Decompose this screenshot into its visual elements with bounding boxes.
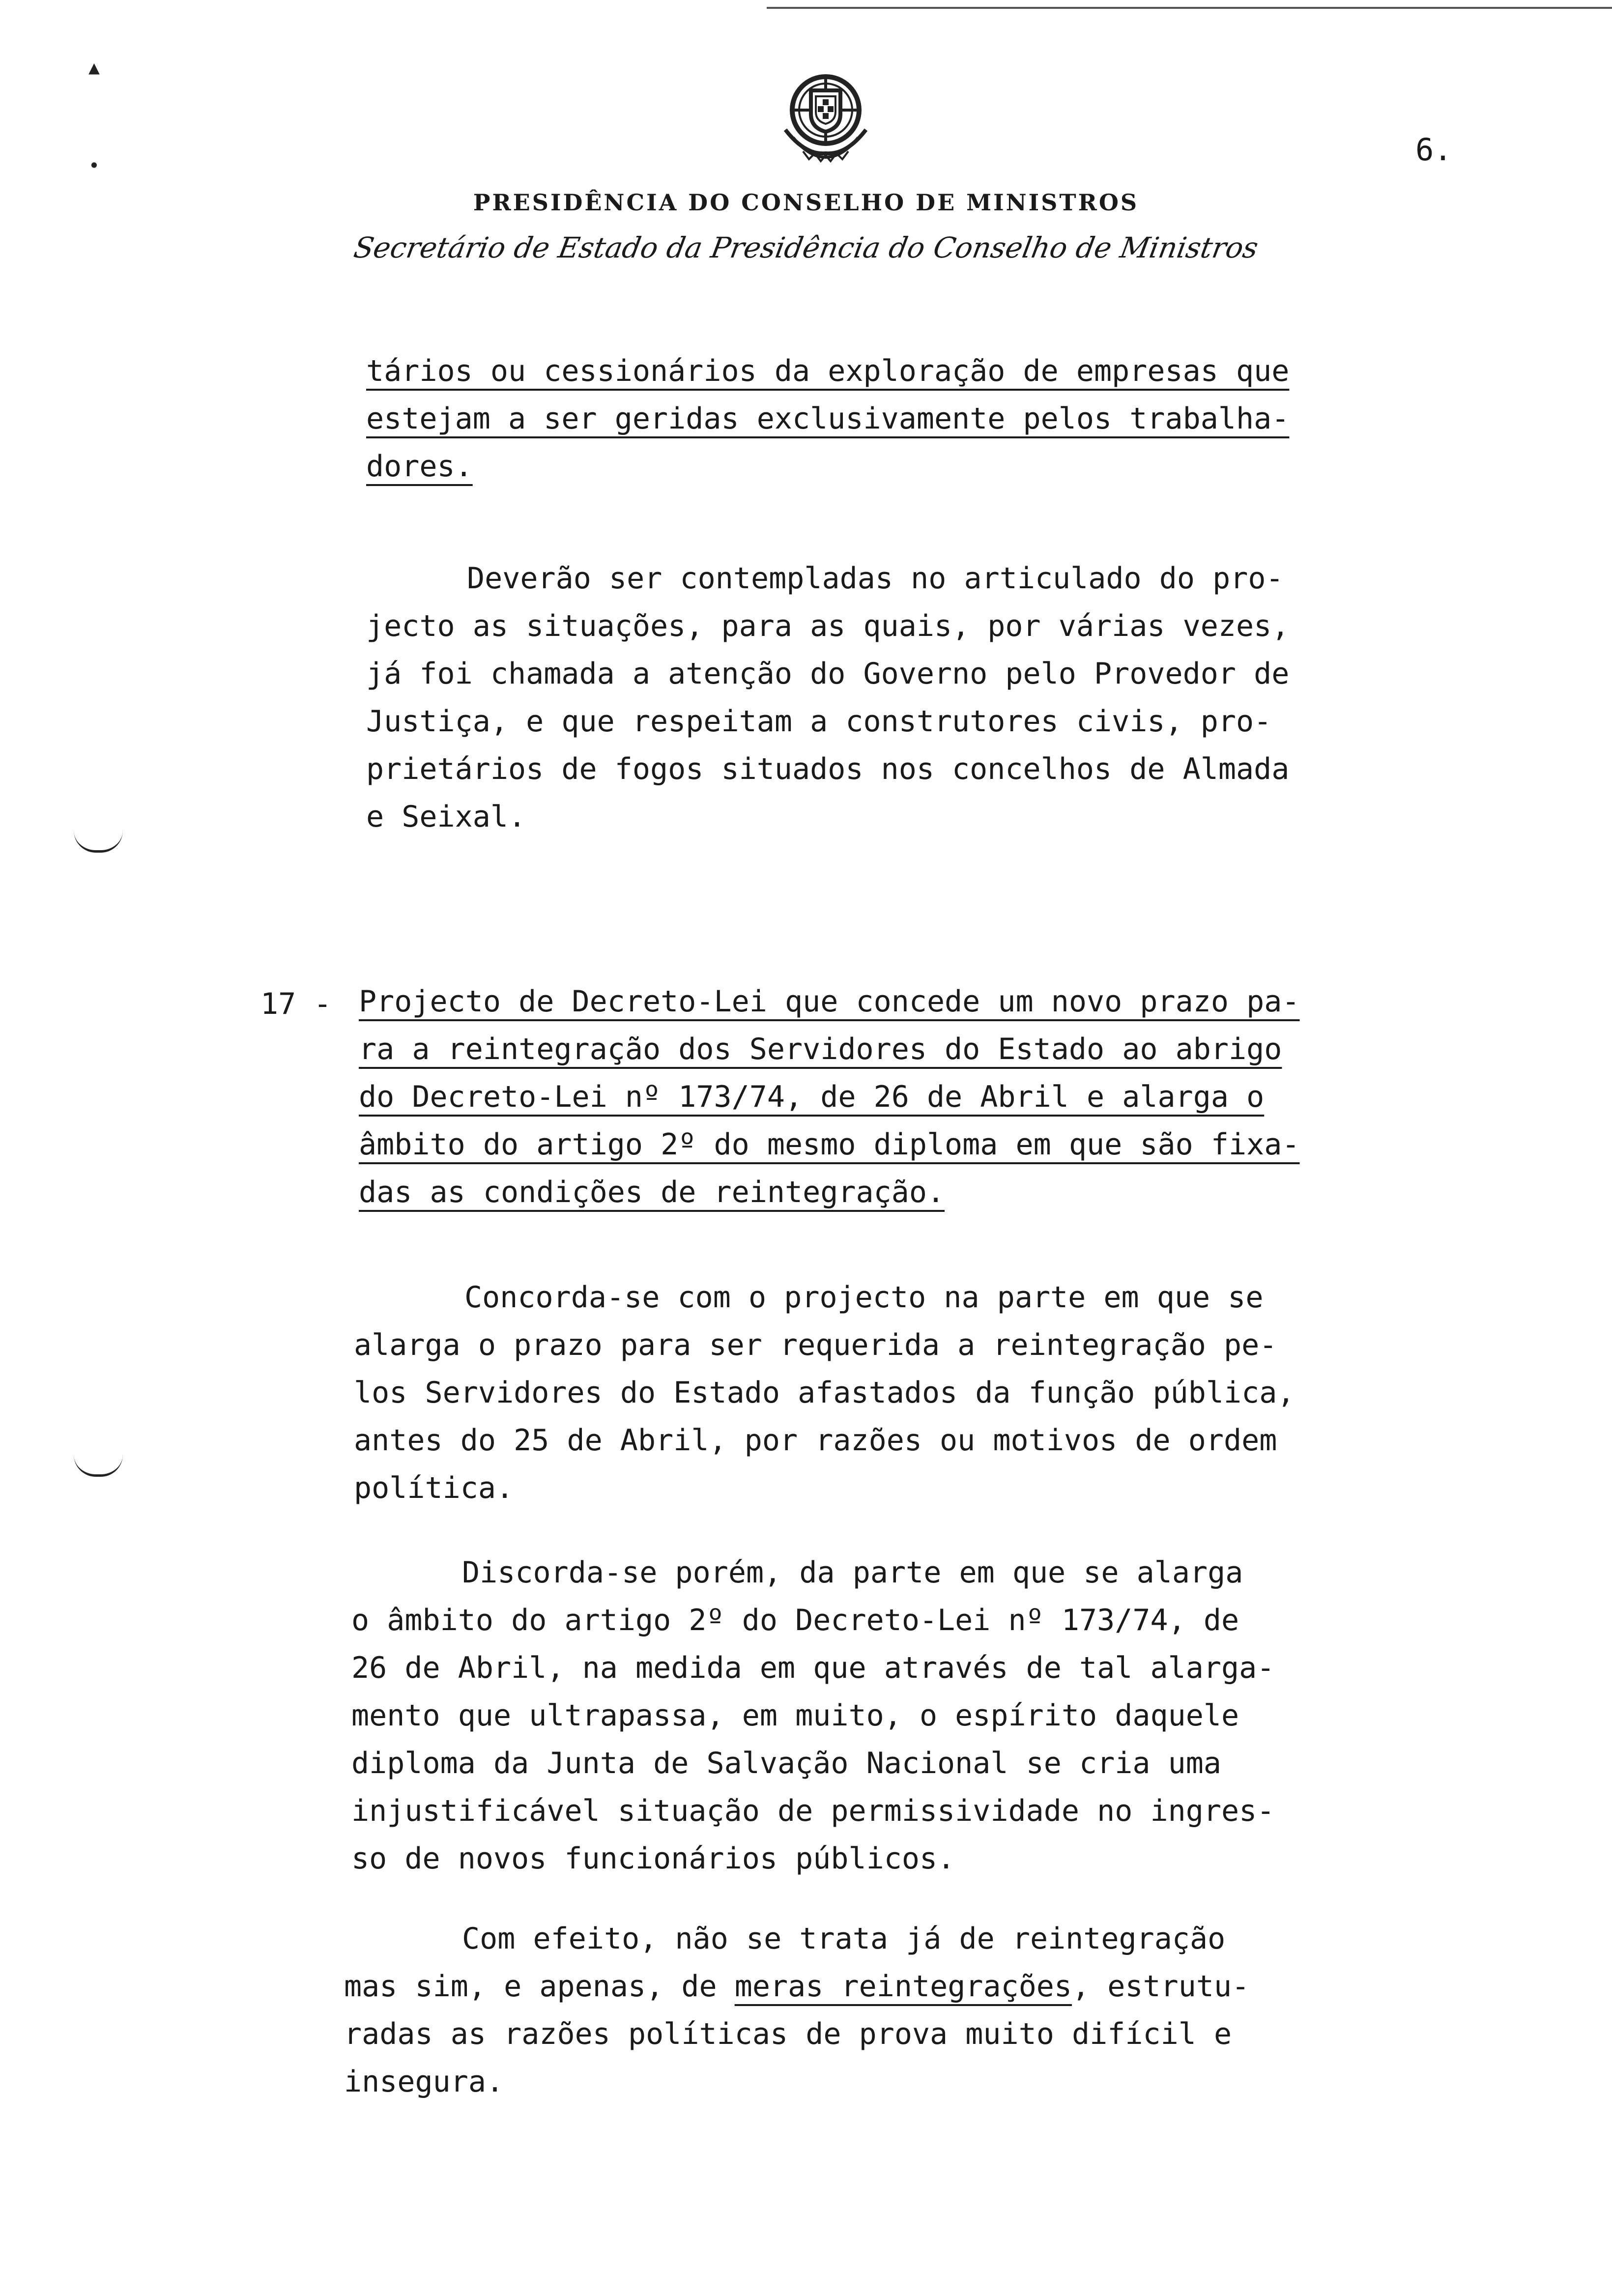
item-number: 17 - xyxy=(260,987,332,1021)
paragraph-line: 26 de Abril, na medida em que através de tal alarga- xyxy=(351,1651,1275,1685)
intro-line: tários ou cessionários da exploração de empresas que xyxy=(366,354,1290,388)
item-title-line: Projecto de Decreto-Lei que concede um novo prazo pa- xyxy=(359,984,1300,1019)
item-title-line: ra a reintegração dos Servidores do Estado ao abrigo xyxy=(359,1032,1282,1066)
paragraph-line: radas as razões políticas de prova muito difícil e xyxy=(344,2017,1232,2051)
paragraph-line: Discorda-se porém, da parte em que se alarga xyxy=(462,1555,1243,1590)
paragraph-line: e Seixal. xyxy=(366,800,526,834)
item-title-line: do Decreto-Lei nº 173/74, de 26 de Abril e alarga o xyxy=(359,1080,1265,1114)
margin-mark: ▲ xyxy=(88,57,100,78)
office-heading: PRESIDÊNCIA DO CONSELHO DE MINISTROS xyxy=(473,189,1139,216)
top-rule xyxy=(767,7,1612,9)
intro-line: estejam a ser geridas exclusivamente pelos trabalha- xyxy=(366,402,1290,436)
text-run: , estrutu- xyxy=(1072,1969,1250,2004)
paragraph-line: prietários de fogos situados nos concelhos de Almada xyxy=(366,752,1290,786)
paragraph-line: Justiça, e que respeitam a construtores civis, pro- xyxy=(366,704,1272,739)
paragraph-line: já foi chamada a atenção do Governo pelo Provedor de xyxy=(366,657,1290,691)
paragraph-line: insegura. xyxy=(344,2065,504,2099)
paragraph-line: Deverão ser contempladas no articulado do pro- xyxy=(467,561,1284,596)
underlined-phrase: meras reintegrações xyxy=(734,1969,1072,2004)
paragraph-line: Concorda-se com o projecto na parte em que se xyxy=(464,1280,1264,1315)
paragraph-line: los Servidores do Estado afastados da função pública, xyxy=(354,1376,1295,1410)
item-title-line: das as condições de reintegração. xyxy=(359,1175,945,1209)
page-number: 6. xyxy=(1415,132,1452,168)
paragraph-line: alarga o prazo para ser requerida a reintegração pe- xyxy=(354,1328,1277,1362)
margin-bracket xyxy=(74,1455,123,1477)
paragraph-line xyxy=(344,1969,1250,2004)
paragraph-line: so de novos funcionários públicos. xyxy=(351,1841,955,1876)
margin-bracket xyxy=(74,831,123,853)
intro-line: dores. xyxy=(366,449,473,484)
paragraph-line: jecto as situações, para as quais, por várias vezes, xyxy=(366,609,1290,643)
paragraph-line: diploma da Junta de Salvação Nacional se cria uma xyxy=(351,1746,1222,1780)
paragraph-line: injustificável situação de permissividade no ingres- xyxy=(351,1794,1275,1828)
paragraph-line: política. xyxy=(354,1471,514,1505)
secretary-subheading: Secretário de Estado da Presidência do Conselho de Ministros xyxy=(351,231,1261,264)
paragraph-line: antes do 25 de Abril, por razões ou motivos de ordem xyxy=(354,1423,1277,1458)
portuguese-coat-of-arms-icon xyxy=(772,69,880,167)
margin-mark: • xyxy=(88,155,100,176)
paragraph-line: o âmbito do artigo 2º do Decreto-Lei nº 173/74, de xyxy=(351,1603,1239,1637)
paragraph-line: Com efeito, não se trata já de reintegração xyxy=(462,1922,1226,1956)
paragraph-line: mento que ultrapassa, em muito, o espírito daquele xyxy=(351,1698,1239,1733)
item-title-line: âmbito do artigo 2º do mesmo diploma em que são fixa- xyxy=(359,1127,1300,1162)
text-run: mas sim, e apenas, de xyxy=(344,1969,735,2004)
